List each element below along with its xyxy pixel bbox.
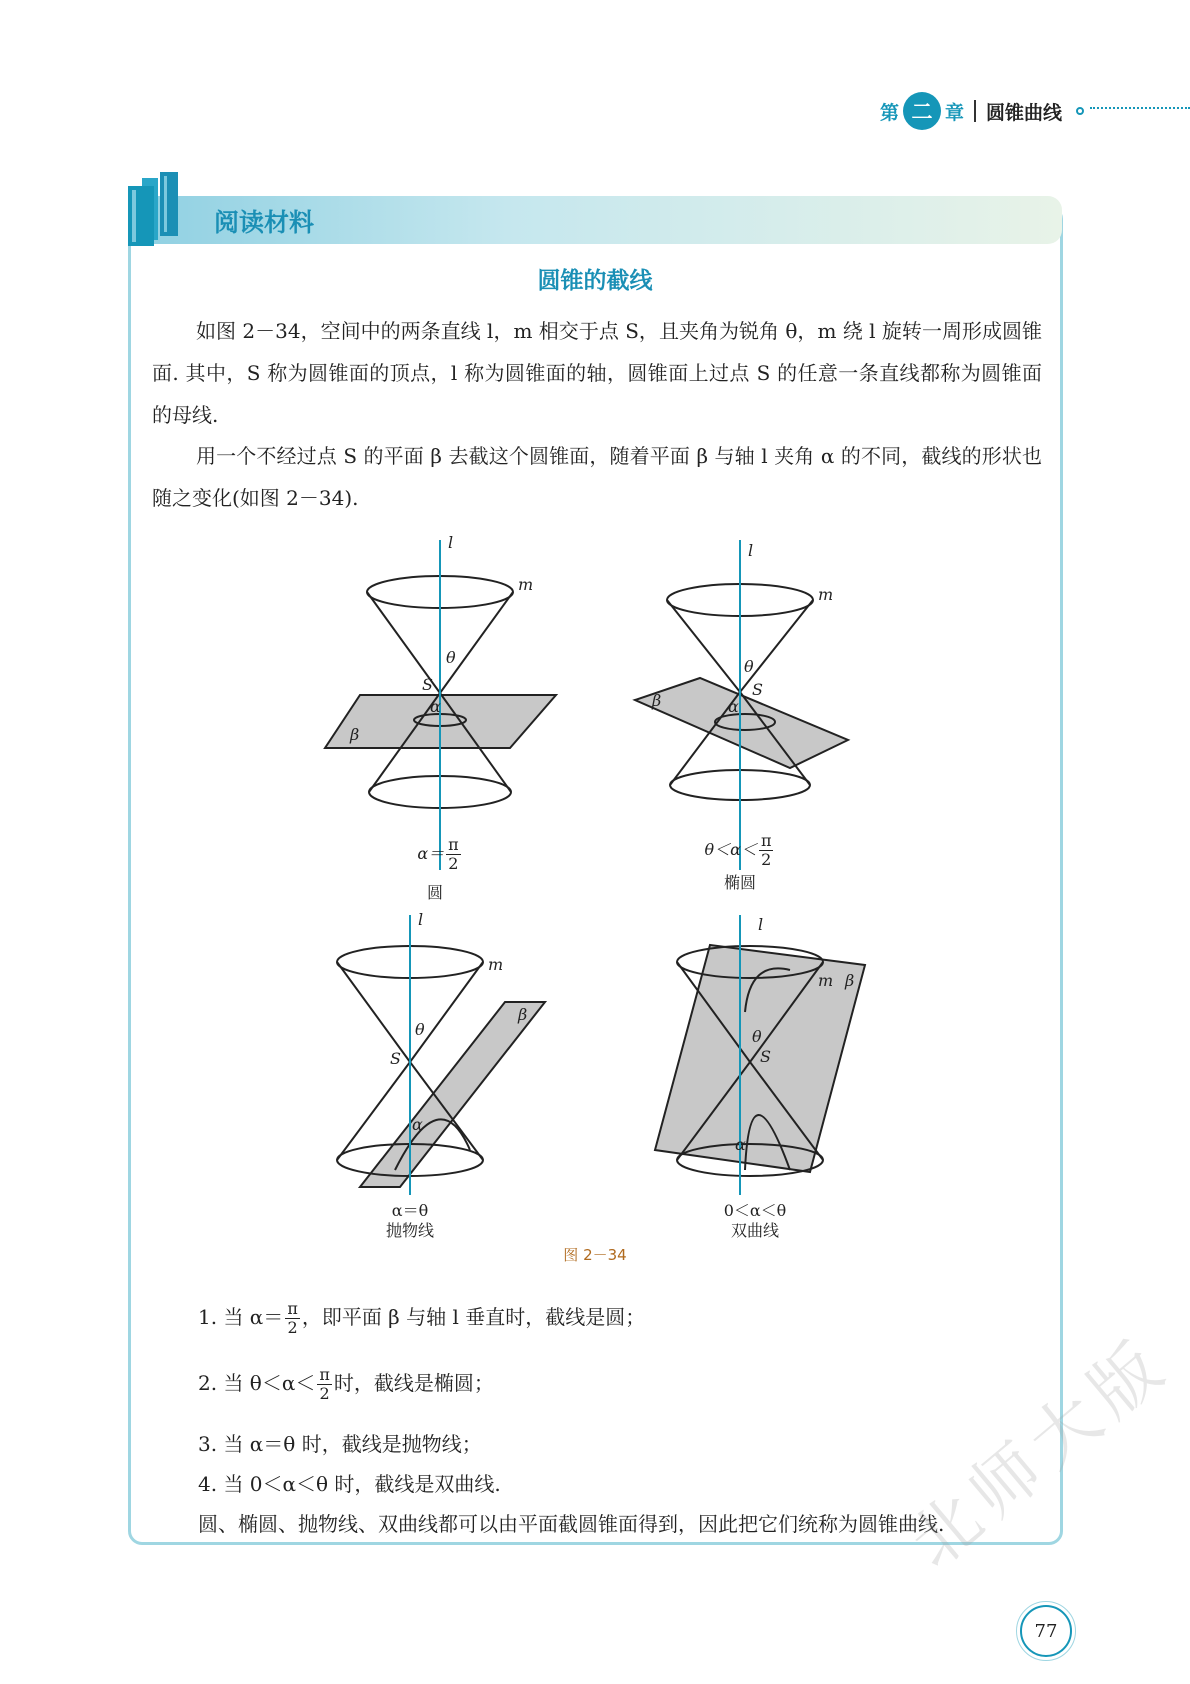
paragraph-intro: 如图 2－34，空间中的两条直线 l，m 相交于点 S，且夹角为锐角 θ，m 绕 l 旋转一周形成圆锥面. 其中，S 称为圆锥面的顶点，l 称为圆锥面的轴，圆锥面上过点 S 的任意一条直线都称为圆锥面的母线. [152, 319, 1042, 427]
label-s: S [422, 675, 433, 694]
label-theta: θ [446, 648, 456, 667]
label-beta: β [518, 1005, 528, 1024]
label-m: m [818, 971, 834, 990]
label-s: S [760, 1047, 771, 1066]
figure-caption: 图 2－34 [563, 1246, 627, 1264]
list-item-3: 3. 当 α＝θ 时，截线是抛物线； [198, 1432, 482, 1456]
label-beta: β [652, 691, 662, 710]
label-m: m [818, 585, 834, 604]
figure-4-name: 双曲线 [730, 1221, 779, 1240]
label-theta: θ [744, 657, 754, 676]
label-l: l [418, 910, 424, 929]
figure-2-condition: θ＜α＜ $\frac{\pi}{2}$ [704, 831, 772, 869]
label-alpha: α [412, 1115, 423, 1134]
label-beta: β [350, 725, 360, 744]
closing-sentence: 圆、椭圆、抛物线、双曲线都可以由平面截圆锥面得到，因此把它们统称为圆锥曲线. [198, 1512, 945, 1536]
figure-1-name: 圆 [426, 883, 443, 902]
figure-3-name: 抛物线 [385, 1221, 434, 1240]
chapter-title: 圆锥曲线 [986, 101, 1063, 124]
chapter-prefix: 第 [880, 101, 900, 124]
chapter-number-badge: 二 [903, 92, 941, 130]
label-l: l [758, 915, 764, 934]
figure-1-condition: α＝ $\frac{\pi}{2}$ [417, 835, 459, 873]
label-alpha: α [728, 697, 739, 716]
label-beta: β [845, 971, 855, 990]
label-s: S [390, 1049, 401, 1068]
list-item-1: 1. 当 α＝ $\frac{\pi}{2}$ ，即平面 β 与轴 l 垂直时，截线是圆； [198, 1299, 646, 1337]
paragraph-section: 用一个不经过点 S 的平面 β 去截这个圆锥面，随着平面 β 与轴 l 夹角 α 的不同，截线的形状也随之变化(如图 2－34). [152, 444, 1042, 510]
label-l: l [448, 533, 454, 552]
label-m: m [488, 955, 504, 974]
label-l: l [748, 541, 754, 560]
banner-label: 阅读材料 [214, 208, 315, 237]
figure-3-condition: α＝θ [391, 1201, 429, 1220]
figure-4-condition: 0＜α＜θ [723, 1201, 787, 1220]
figure-2-name: 椭圆 [723, 873, 756, 892]
label-theta: θ [752, 1027, 762, 1046]
label-m: m [518, 575, 534, 594]
list-item-4: 4. 当 0＜α＜θ 时，截线是双曲线. [198, 1472, 501, 1496]
section-title: 圆锥的截线 [537, 268, 653, 294]
diagram-ellipse [635, 540, 848, 870]
publisher-watermark: 北师大版 [894, 1322, 1185, 1584]
label-s: S [752, 680, 763, 699]
label-alpha: α [430, 697, 441, 716]
chapter-suffix: 章 [945, 101, 965, 124]
label-alpha: α [735, 1135, 746, 1154]
label-theta: θ [415, 1020, 425, 1039]
list-item-2: 2. 当 θ＜α＜ $\frac{\pi}{2}$ 时，截线是椭圆； [198, 1365, 494, 1403]
page-number: 77 [1020, 1605, 1072, 1657]
diagram-parabola [337, 915, 545, 1195]
